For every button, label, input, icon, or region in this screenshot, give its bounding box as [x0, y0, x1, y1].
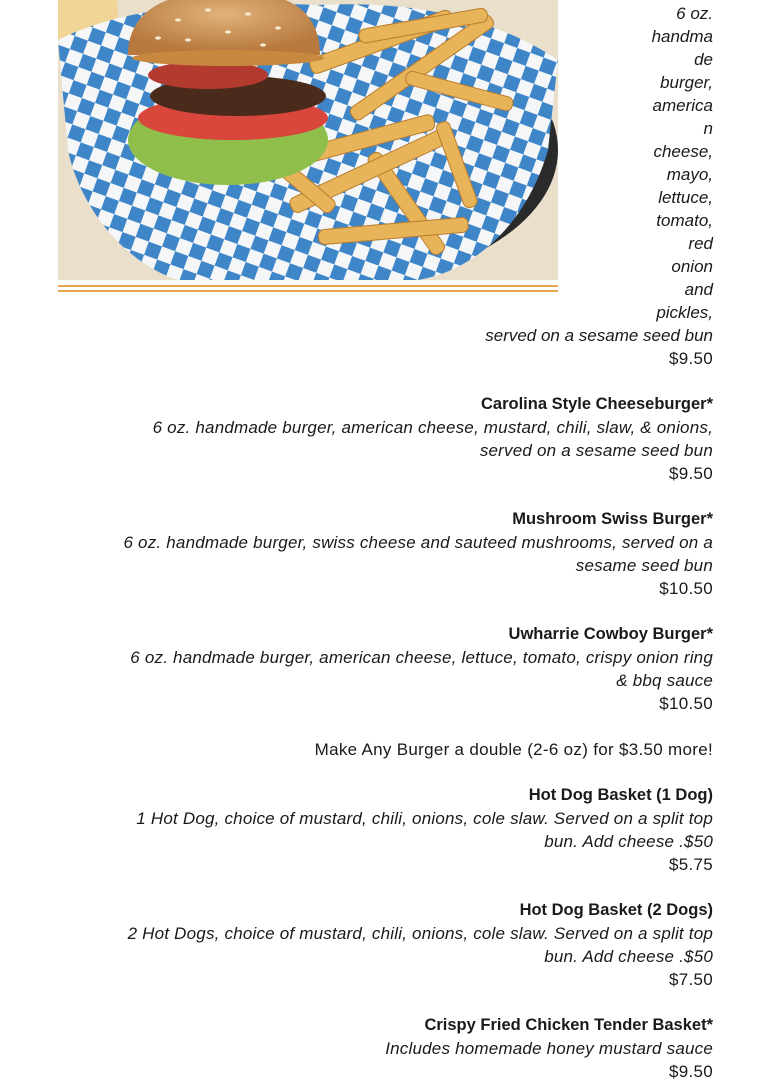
item-description	[635, 2, 713, 324]
item-price: $9.50	[668, 464, 713, 483]
item-description-line: burger,	[660, 73, 713, 92]
item-description: Includes homemade honey mustard sauce	[385, 1039, 713, 1058]
item-description-tail: served on a sesame seed bun	[485, 326, 713, 345]
menu-item	[123, 1014, 713, 1083]
item-description: 6 oz. handmade burger, american cheese, mustard, chili, slaw, & onions, served on a sesame seed bun	[152, 418, 713, 460]
item-description-line: pickles,	[656, 303, 713, 322]
item-name: Uwharrie Cowboy Burger*	[508, 625, 713, 643]
item-name: Crispy Fried Chicken Tender Basket*	[424, 1016, 713, 1034]
item-name: Carolina Style Cheeseburger*	[481, 395, 713, 413]
item-name: Hot Dog Basket (1 Dog)	[528, 786, 713, 804]
item-description: 6 oz. handmade burger, american cheese, lettuce, tomato, crispy onion ring & bbq sauce	[130, 648, 713, 690]
item-price: $9.50	[668, 1062, 713, 1081]
item-price: $9.50	[668, 349, 713, 368]
menu-item	[123, 899, 713, 991]
item-description-line: and	[684, 280, 713, 299]
double-burger-note: Make Any Burger a double (2-6 oz) for $3.50 more!	[314, 740, 713, 759]
divider-rule-bottom	[58, 290, 558, 292]
menu-list	[123, 393, 713, 1083]
burger-basket-photo	[58, 0, 558, 280]
item-description-line: america	[652, 96, 713, 115]
item-description-line: mayo,	[666, 165, 713, 184]
item-description-line: de	[694, 50, 713, 69]
item-description: 2 Hot Dogs, choice of mustard, chili, onions, cole slaw. Served on a split top bun. Add cheese .$50	[127, 924, 713, 966]
item-description-line: cheese,	[653, 142, 713, 161]
menu-item	[123, 508, 713, 600]
item-name: Hot Dog Basket (2 Dogs)	[519, 901, 713, 919]
item-price: $10.50	[659, 694, 713, 713]
item-description-line: tomato,	[656, 211, 713, 230]
item-description: 1 Hot Dog, choice of mustard, chili, onions, cole slaw. Served on a split top bun. Add cheese .$50	[136, 809, 713, 851]
item-price: $7.50	[668, 970, 713, 989]
item-description-line: red	[688, 234, 713, 253]
menu-item	[123, 623, 713, 715]
item-price: $5.75	[668, 855, 713, 874]
item-description: 6 oz. handmade burger, swiss cheese and sauteed mushrooms, served on a sesame seed bun	[123, 533, 713, 575]
item-description-line: n	[703, 119, 713, 138]
menu-item	[123, 784, 713, 876]
divider-rule-top	[58, 285, 558, 287]
item-price: $10.50	[659, 579, 713, 598]
item-name: Mushroom Swiss Burger*	[512, 510, 713, 528]
menu-item	[123, 393, 713, 485]
item-description-line: onion	[671, 257, 713, 276]
item-description-line: handma	[651, 27, 713, 46]
item-description-line: lettuce,	[658, 188, 713, 207]
item-description-line: 6 oz.	[676, 4, 713, 23]
menu-item-first	[485, 2, 713, 370]
